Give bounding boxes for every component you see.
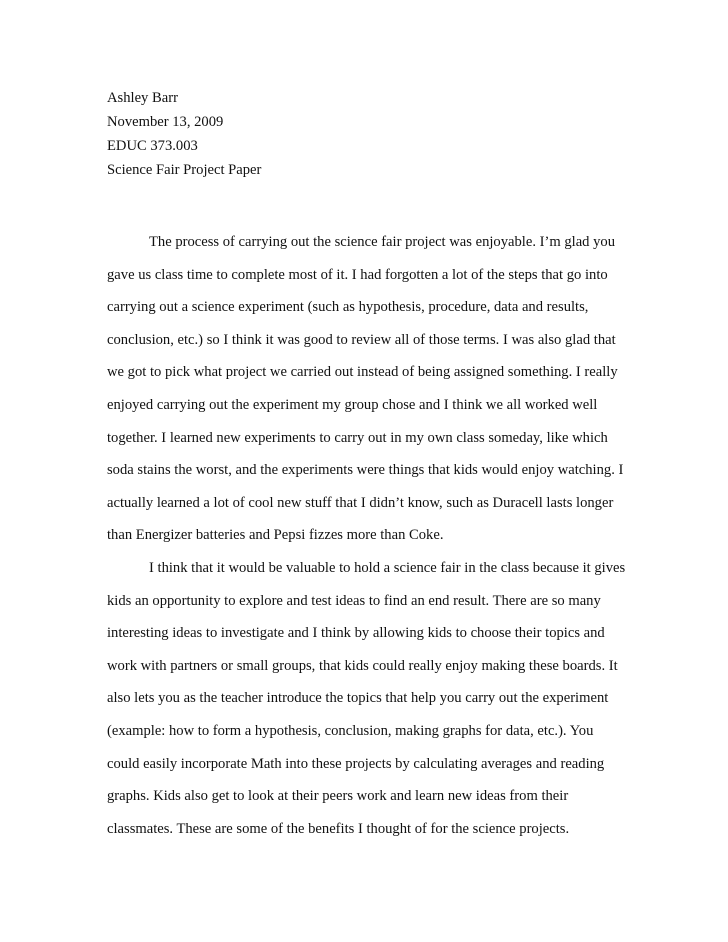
paragraph-line: gave us class time to complete most of it. I had forgotten a lot of the steps that go into — [107, 266, 608, 283]
paragraph-line: conclusion, etc.) so I think it was good to review all of those terms. I was also glad that — [107, 331, 616, 348]
paragraph-line: The process of carrying out the science fair project was enjoyable. I’m glad you — [149, 234, 616, 250]
paragraph-line: together. I learned new experiments to carry out in my own class someday, like which — [107, 429, 608, 446]
paragraph-line: soda stains the worst, and the experiments were things that kids would enjoy watching. I — [107, 462, 624, 479]
paragraph-line: kids an opportunity to explore and test ideas to find an end result. There are so many — [107, 592, 601, 609]
paragraph-line: (example: how to form a hypothesis, conclusion, making graphs for data, etc.). You — [107, 722, 594, 739]
course-code: EDUC 373.003 — [107, 138, 198, 154]
paragraph-line: than Energizer batteries and Pepsi fizzes more than Coke. — [107, 527, 444, 544]
document-body — [107, 229, 647, 848]
paragraph-line: graphs. Kids also get to look at their peers work and learn new ideas from their — [107, 788, 569, 805]
author-name: Ashley Barr — [107, 90, 178, 106]
document-title: Science Fair Project Paper — [107, 162, 262, 178]
paragraph-line: actually learned a lot of cool new stuff that I didn’t know, such as Duracell lasts longer — [107, 494, 614, 511]
document-date: November 13, 2009 — [107, 114, 224, 130]
paragraph-1 — [107, 229, 647, 555]
paragraph-line: enjoyed carrying out the experiment my group chose and I think we all worked well — [107, 396, 598, 413]
paragraph-line: classmates. These are some of the benefits I thought of for the science projects. — [107, 820, 570, 837]
paragraph-line: I think that it would be valuable to hold a science fair in the class because it gives — [149, 559, 626, 576]
paragraph-line: work with partners or small groups, that kids could really enjoy making these boards. It — [107, 657, 618, 674]
document-header — [107, 86, 627, 182]
paragraph-line: could easily incorporate Math into these projects by calculating averages and reading — [107, 755, 605, 772]
paragraph-line: interesting ideas to investigate and I think by allowing kids to choose their topics and — [107, 625, 605, 642]
paragraph-line: also lets you as the teacher introduce the topics that help you carry out the experiment — [107, 690, 609, 707]
paragraph-line: carrying out a science experiment (such as hypothesis, procedure, data and results, — [107, 299, 589, 316]
paragraph-line: we got to pick what project we carried out instead of being assigned something. I really — [107, 364, 618, 381]
paragraph-2 — [107, 555, 647, 848]
